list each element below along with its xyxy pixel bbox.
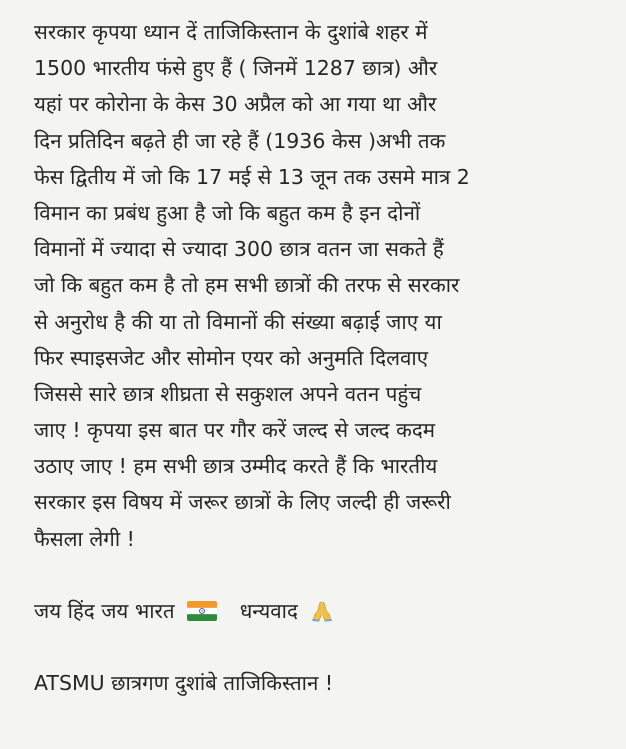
signature-text: ATSMU छात्रगण दुशांबे ताजिकिस्तान !: [34, 671, 334, 696]
post-text: [34, 14, 614, 701]
post-line: जो कि बहुत कम है तो हम सभी छात्रों की तरफ से सरकार: [34, 273, 460, 298]
post-line: फेस द्वितीय में जो कि 17 मई से 13 जून तक उसमे मात्र 2: [34, 164, 470, 189]
post-line: विमान का प्रबंध हुआ है जो कि बहुत कम है इन दोनों: [34, 200, 421, 225]
post-line: सरकार कृपया ध्यान दें ताजिकिस्तान के दुशांबे शहर में: [34, 20, 428, 44]
post-line: यहां पर कोरोना के केस 30 अप्रैल को आ गया था और: [34, 92, 437, 117]
post-line: सरकार इस विषय में जरूर छात्रों के लिए जल्दी ही जरूरी: [34, 490, 451, 515]
paragraph-gap: [34, 629, 614, 665]
india-flag-icon: [187, 596, 217, 616]
post-line: जिससे सारे छात्र शीघ्रता से सकुशल अपने वतन पहुंच: [34, 381, 422, 406]
post-line: जाए ! कृपया इस बात पर गौर करें जल्द से जल्द कदम: [34, 418, 435, 443]
post-line: उठाए जाए ! हम सभी छात्र उम्मीद करते हैं कि भारतीय: [34, 454, 438, 479]
folded-hands-icon: [310, 598, 334, 622]
post-line: विमानों में ज्यादा से ज्यादा 300 छात्र वतन जा सकते हैं: [34, 237, 444, 262]
post-line: फैसला लेगी !: [34, 526, 135, 551]
post-line: दिन प्रतिदिन बढ़ते ही जा रहे हैं (1936 केस )अभी तक: [34, 128, 446, 153]
post-line: से अनुरोध है की या तो विमानों की संख्या बढ़ाई जाए या: [34, 309, 442, 334]
slogan-text: जय हिंद जय भारत: [34, 598, 175, 623]
slogan-line: [34, 593, 614, 629]
post-line: 1500 भारतीय फंसे हुए हैं ( जिनमें 1287 छात्र) और: [34, 56, 438, 81]
thanks-text: धन्यवाद: [239, 598, 298, 623]
paragraph-gap: [34, 557, 614, 593]
post-line: फिर स्पाइसजेट और सोमोन एयर को अनुमति दिलवाए: [34, 345, 429, 370]
